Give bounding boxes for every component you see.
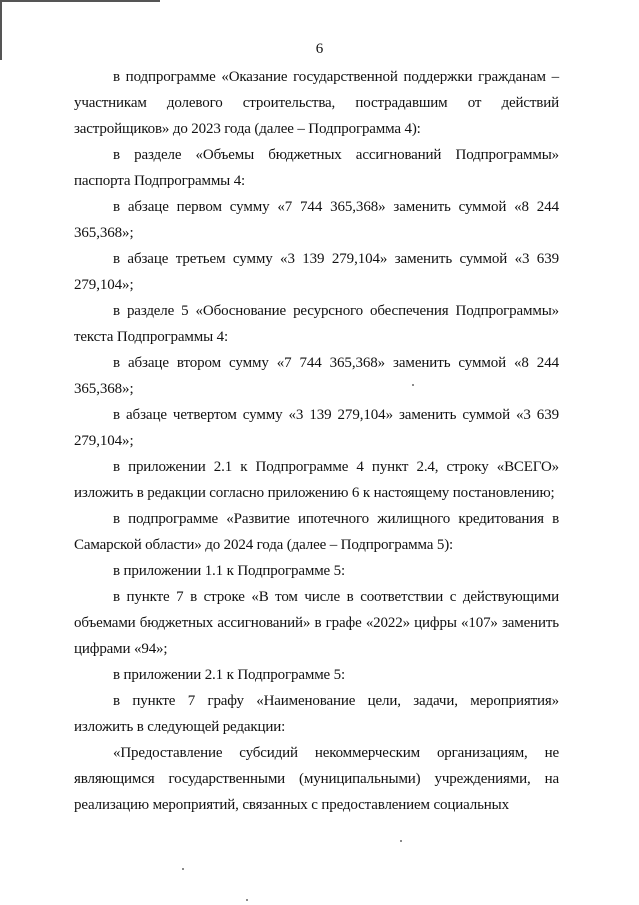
document-body — [74, 64, 559, 818]
paragraph-quoted-wording: «Предоставление субсидий некоммерческим организациям, не являющимся государственными (муниципальными) учреждениями, на реализацию мероприятий, связанных с предоставлением социальных — [74, 745, 559, 813]
paragraph-subprogram-5-intro: в подпрограмме «Развитие ипотечного жилищного кредитования в Самарской области» до 2024 года (далее – Подпрограмма 5): — [74, 511, 559, 553]
paragraph-appendix-1-1-sub5: в приложении 1.1 к Подпрограмме 5: — [113, 563, 346, 579]
paragraph-item-7-column: в пункте 7 графу «Наименование цели, задачи, мероприятия» изложить в следующей редакции: — [74, 693, 559, 735]
scan-speck — [182, 868, 184, 870]
scan-speck — [246, 899, 248, 901]
paragraph-section-budget-passport: в разделе «Объемы бюджетных ассигнований Подпрограммы» паспорта Подпрограммы 4: — [74, 147, 559, 189]
paragraph-abzac-first: в абзаце первом сумму «7 744 365,368» заменить суммой «8 244 365,368»; — [74, 199, 559, 241]
paragraph-abzac-second: в абзаце втором сумму «7 744 365,368» заменить суммой «8 244 365,368»; — [74, 355, 559, 397]
scan-edge-line — [0, 0, 160, 2]
paragraph-subprogram-4-intro: в подпрограмме «Оказание государственной поддержки гражданам – участникам долевого строительства, пострадавшим от действий застройщиков» до 2023 года (далее – Подпрограмма 4): — [74, 69, 559, 137]
scan-speck — [400, 840, 402, 842]
paragraph-abzac-fourth: в абзаце четвертом сумму «3 139 279,104» заменить суммой «3 639 279,104»; — [74, 407, 559, 449]
paragraph-abzac-third: в абзаце третьем сумму «3 139 279,104» заменить суммой «3 639 279,104»; — [74, 251, 559, 293]
scan-speck — [412, 384, 414, 386]
paragraph-item-7-row: в пункте 7 в строке «В том числе в соответствии с действующими объемами бюджетных ассигнований» в графе «2022» цифры «107» заменить цифрами «94»; — [74, 589, 559, 657]
paragraph-appendix-2-1-sub5: в приложении 2.1 к Подпрограмме 5: — [113, 667, 346, 683]
paragraph-appendix-2-1-sub4: в приложении 2.1 к Подпрограмме 4 пункт 2.4, строку «ВСЕГО» изложить в редакции согласно приложению 6 к настоящему постановлению; — [74, 459, 559, 501]
page-number: 6 — [315, 41, 324, 57]
paragraph-section-5: в разделе 5 «Обоснование ресурсного обеспечения Подпрограммы» текста Подпрограммы 4: — [74, 303, 559, 345]
